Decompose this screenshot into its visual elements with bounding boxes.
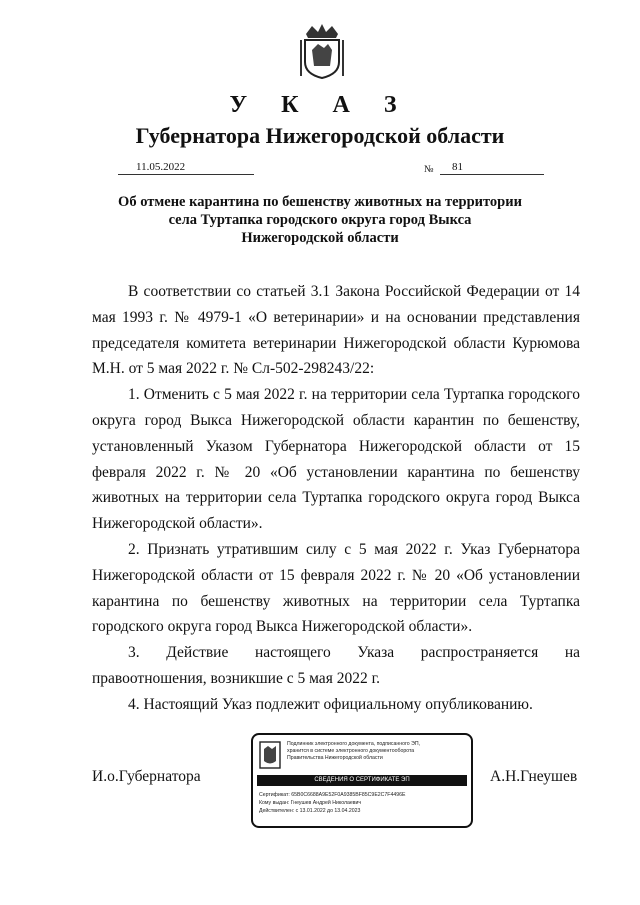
heading-line: Об отмене карантина по бешенству животных на территории <box>118 194 522 210</box>
certificate-info-bar: СВЕДЕНИЯ О СЕРТИФИКАТЕ ЭП <box>257 775 467 786</box>
stamp-note-line: хранится в системе электронного документооборота <box>287 748 415 754</box>
certificate-serial: Сертификат: 65B0C6688A9E52F0A9385BF85C9E2C7F4496E <box>259 792 406 798</box>
document-body <box>92 279 580 718</box>
coat-of-arms-emblem <box>300 20 344 80</box>
stamp-note <box>287 741 465 762</box>
document-type-title: У К А З <box>229 92 411 118</box>
clause-paragraph: 3. Действие настоящего Указа распространяется на правоотношения, возникшие с 5 мая 2022 г. <box>92 644 580 687</box>
signatory-position: И.о.Губернатора <box>92 768 201 785</box>
stamp-note-line: Подлинник электронного документа, подписанного ЭП, <box>287 741 421 747</box>
certificate-validity: Действителен: с 13.01.2022 до 13.04.2023 <box>259 808 361 814</box>
coat-of-arms-icon <box>259 741 281 769</box>
certificate-owner: Кому выдан: Гнеушев Андрей Николаевич <box>259 800 362 806</box>
clause-paragraph: 2. Признать утратившим силу с 5 мая 2022 г. Указ Губернатора Нижегородской области от 15 февраля 2022 г. № 20 «Об установлении карантина по бешенству животных на территории села Туртапка городского округа город Выкса Нижегородской области». <box>92 540 580 636</box>
heading-line: села Туртапка городского округа город Выкса <box>168 212 472 228</box>
document-date: 11.05.2022 <box>118 160 254 175</box>
stamp-note-line: Правительства Нижегородской области <box>287 755 383 761</box>
document-number: 81 <box>440 160 544 175</box>
electronic-signature-stamp <box>251 733 473 828</box>
issuer-title: Губернатора Нижегородской области <box>135 123 505 148</box>
stamp-header <box>259 739 465 773</box>
document-heading <box>100 193 540 247</box>
certificate-details <box>259 791 465 815</box>
clause-paragraph: 4. Настоящий Указ подлежит официальному опубликованию. <box>128 695 533 713</box>
preamble-paragraph: В соответствии со статьей 3.1 Закона Российской Федерации от 14 мая 1993 г. № 4979-1 «О ветеринарии» и на основании представления председателя комитета ветеринарии Нижегородской области Курюмова М.Н. от 5 мая 2022 г. № Сл-502-298243/22: <box>92 283 580 378</box>
number-label: № <box>424 164 434 175</box>
clause-paragraph: 1. Отменить с 5 мая 2022 г. на территории села Туртапка городского округа город Выкса Нижегородской области карантин по бешенству, установленный Указом Губернатора Нижегородской области от 15 февраля 2022 г. № 20 «Об установлении карантина по бешенству животных на территории села Туртапка городского округа город Выкса Нижегородской области». <box>92 386 580 533</box>
heading-line: Нижегородской области <box>241 230 399 246</box>
signatory-name: А.Н.Гнеушев <box>490 768 578 785</box>
